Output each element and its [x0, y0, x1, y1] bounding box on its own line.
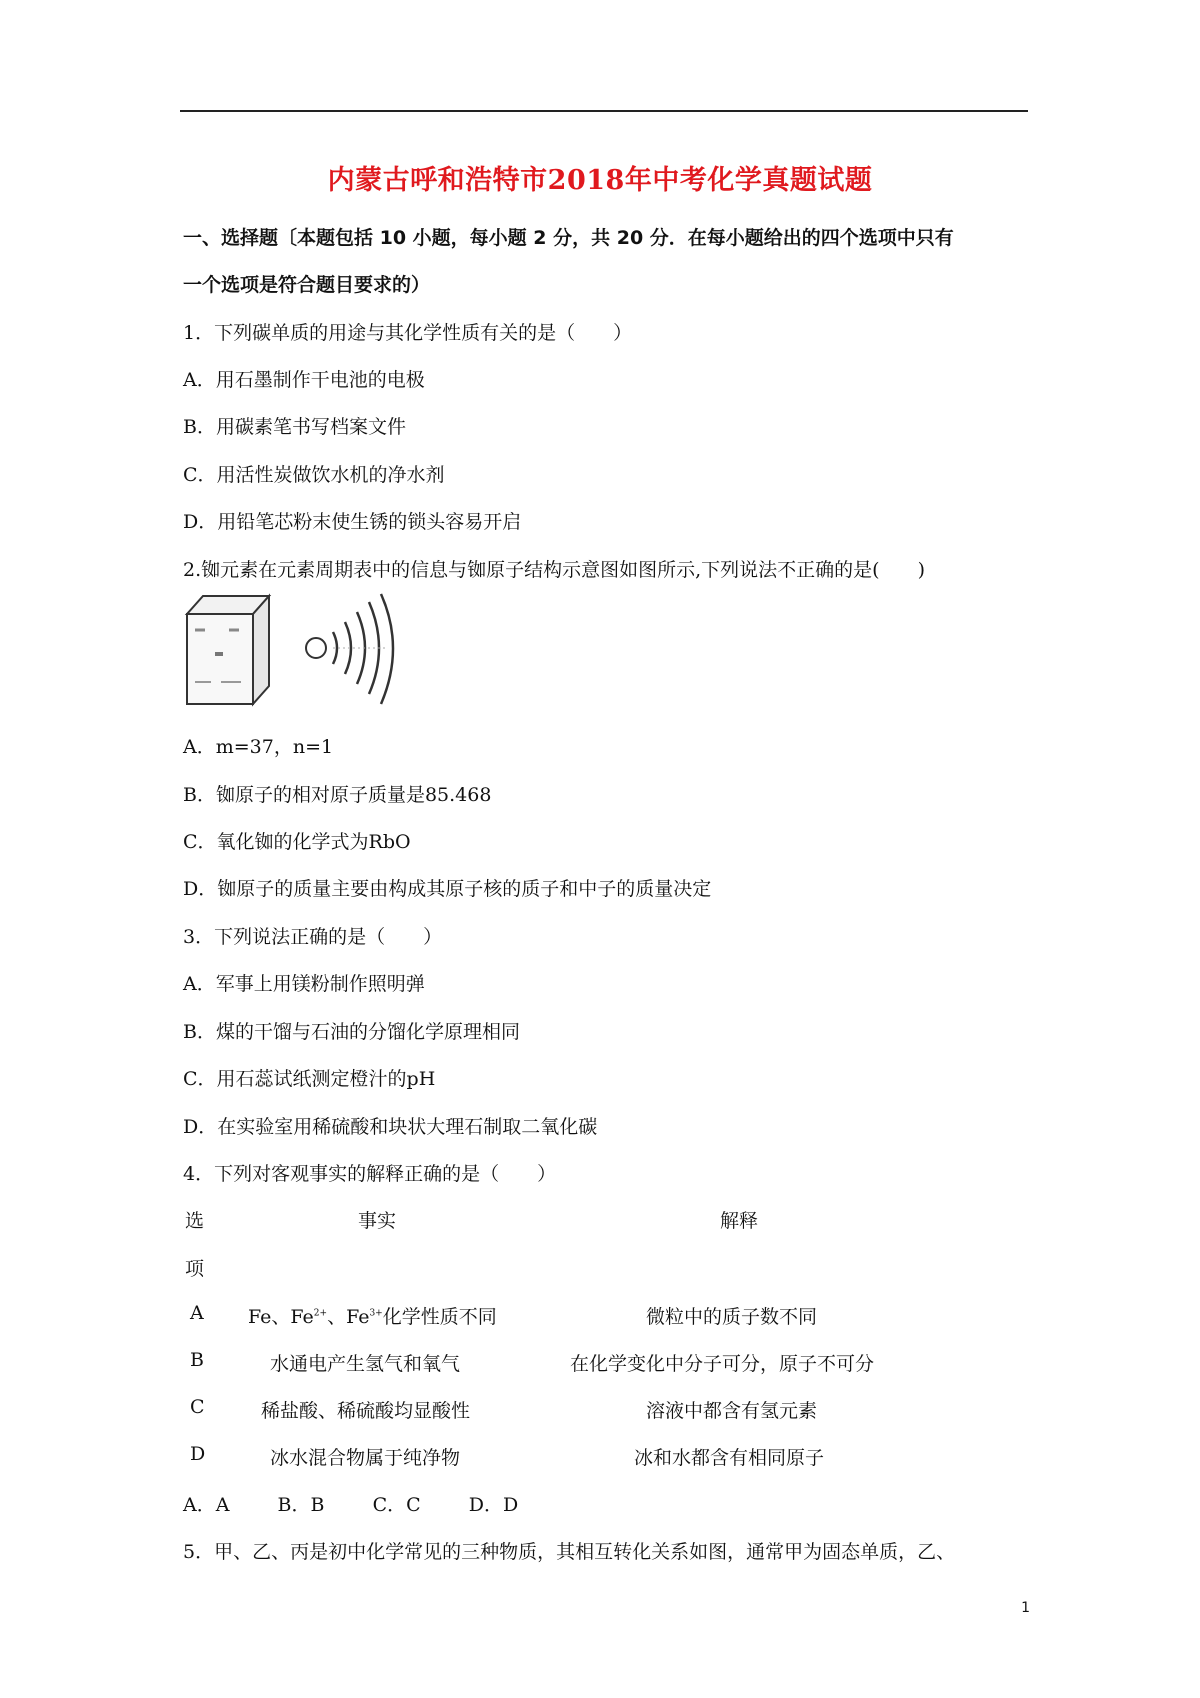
table-header-fact: 事实 — [358, 1210, 397, 1232]
row-option: D — [190, 1443, 206, 1465]
row-reason: 冰和水都含有相同原子 — [634, 1447, 825, 1469]
q4-choice-b: B．B — [277, 1494, 325, 1516]
periodic-table-cell-icon — [187, 596, 269, 704]
q3-option-b: B．煤的干馏与石油的分馏化学原理相同 — [183, 1021, 520, 1043]
page-number: 1 — [1021, 1600, 1030, 1616]
q1-option-a: A．用石墨制作干电池的电极 — [183, 369, 425, 391]
row-fact: 水通电产生氢气和氧气 — [270, 1353, 461, 1375]
row-fact: 稀盐酸、稀硫酸均显酸性 — [261, 1400, 471, 1422]
section-header-line2: 一个选项是符合题目要求的） — [183, 274, 431, 296]
q4-stem: 4．下列对客观事实的解释正确的是（ ） — [183, 1163, 557, 1185]
row-option: A — [190, 1302, 204, 1324]
q4-choices — [183, 1490, 518, 1517]
table-header-reason: 解释 — [720, 1210, 759, 1232]
row-reason: 微粒中的质子数不同 — [646, 1306, 818, 1328]
q1-option-b: B．用碳素笔书写档案文件 — [183, 416, 406, 438]
row-fact: 冰水混合物属于纯净物 — [270, 1447, 461, 1469]
row-option: C — [190, 1396, 205, 1418]
table-header-option-b: 项 — [185, 1258, 205, 1280]
q3-option-c: C．用石蕊试纸测定橙汁的pH — [183, 1068, 436, 1090]
q3-option-a: A．军事上用镁粉制作照明弹 — [183, 973, 425, 995]
row-option: B — [190, 1349, 204, 1371]
atom-structure-icon — [306, 594, 393, 704]
q1-option-c: C．用活性炭做饮水机的净水剂 — [183, 464, 445, 486]
rubidium-element-and-atom-diagram — [183, 592, 423, 712]
q2-option-d: D．铷原子的质量主要由构成其原子核的质子和中子的质量决定 — [183, 878, 712, 900]
page-title: 内蒙古呼和浩特市2018年中考化学真题试题 — [327, 165, 873, 196]
row-reason: 在化学变化中分子可分，原子不可分 — [570, 1353, 875, 1375]
top-rule — [180, 110, 1028, 112]
q5-stem: 5．甲、乙、丙是初中化学常见的三种物质，其相互转化关系如图，通常甲为固态单质，乙、 — [183, 1541, 956, 1563]
q3-option-d: D．在实验室用稀硫酸和块状大理石制取二氧化碳 — [183, 1116, 598, 1138]
q4-choice-d: D．D — [468, 1494, 519, 1516]
rubidium-figure — [183, 592, 423, 712]
q2-option-a: A．m=37，n=1 — [183, 736, 334, 758]
section-header-line1: 一、选择题〔本题包括 10 小题，每小题 2 分，共 20 分．在每小题给出的四个选项中只有 — [183, 227, 954, 249]
q2-option-c: C．氧化铷的化学式为RbO — [183, 831, 411, 853]
row-reason: 溶液中都含有氢元素 — [646, 1400, 818, 1422]
q4-choice-c: C．C — [372, 1494, 421, 1516]
row-fact: Fe、$Fe^{2+}$、$Fe^{3+}$化学性质不同 — [248, 1306, 497, 1328]
q1-stem: 1．下列碳单质的用途与其化学性质有关的是（ ） — [183, 322, 633, 344]
q4-choice-a: A．A — [183, 1494, 230, 1516]
q2-stem: 2.铷元素在元素周期表中的信息与铷原子结构示意图如图所示,下列说法不正确的是( ) — [183, 559, 925, 581]
q2-option-b: B．铷原子的相对原子质量是85.468 — [183, 784, 492, 806]
q1-option-d: D．用铅笔芯粉末使生锈的锁头容易开启 — [183, 511, 522, 533]
table-header-option-a: 选 — [185, 1210, 205, 1232]
q3-stem: 3．下列说法正确的是（ ） — [183, 926, 443, 948]
